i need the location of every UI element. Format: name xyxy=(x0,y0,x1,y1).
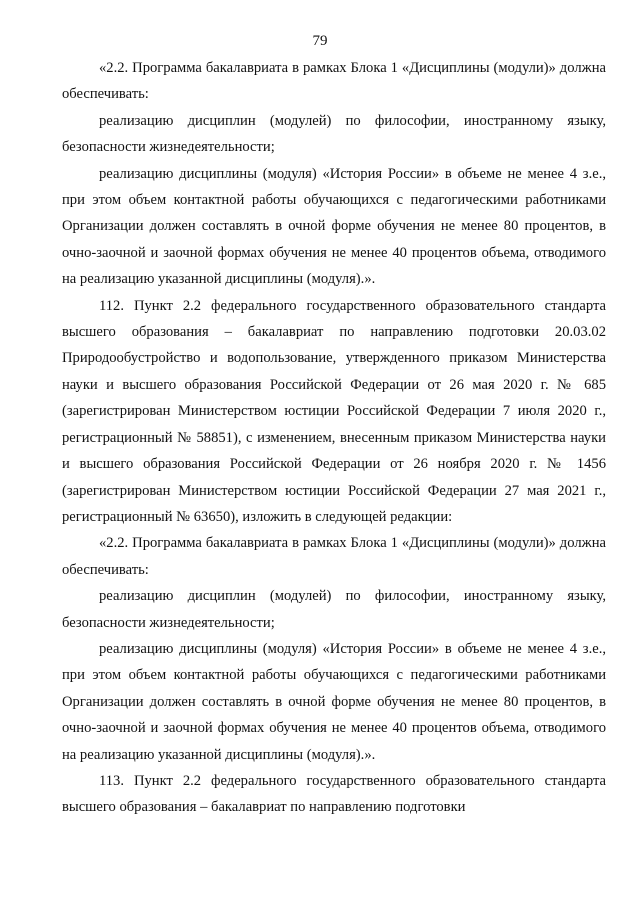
paragraph-block1-philosophy: реализацию дисциплин (модулей) по философии, иностранному языку, безопасности жизнедеятельности; xyxy=(62,588,606,631)
paragraph-block1-philosophy: реализацию дисциплин (модулей) по философии, иностранному языку, безопасности жизнедеятельности; xyxy=(62,112,606,156)
document-body xyxy=(62,55,606,821)
paragraph-item-113: 113. Пункт 2.2 федерального государственного образовательного стандарта высшего образования – бакалавриат по направлению подготовки xyxy=(62,772,606,816)
paragraph-block1-history: реализацию дисциплины (модуля) «История России» в объеме не менее 4 з.е., при этом объем контактной работы обучающихся с педагогическими работниками Организации должен составлять в очной форме обучения не менее 80 процентов, в очно-заочной и заочной формах обучения не менее 40 процентов объема, отводимого на реализацию указанной дисциплины (модуля).». xyxy=(62,165,606,288)
paragraph-item-112: 112. Пункт 2.2 федерального государственного образовательного стандарта высшего образования – бакалавриат по направлению подготовки 20.03.02 Природообустройство и водопользование, утвержденного приказом Министерства науки и высшего образования Российской Федерации от 26 мая 2020 г. № 685 (зарегистрирован Министерством юстиции Российской Федерации 7 июля 2020 г., регистрационный № 58851), с изменением, внесенным приказом Министерства науки и высшего образования Российской Федерации от 26 ноября 2020 г. № 1456 (зарегистрирован Министерством юстиции Российской Федерации 27 мая 2021 г., регистрационный № 63650), изложить в следующей редакции: xyxy=(62,297,606,525)
paragraph-block1-intro: «2.2. Программа бакалавриата в рамках Блока 1 «Дисциплины (модули)» должна обеспечивать: xyxy=(62,535,606,578)
page-number: 79 xyxy=(312,33,328,49)
paragraph-block1-history: реализацию дисциплины (модуля) «История России» в объеме не менее 4 з.е., при этом объем контактной работы обучающихся с педагогическими работниками Организации должен составлять в очной форме обучения не менее 80 процентов, в очно-заочной и заочной формах обучения не менее 40 процентов объема, отводимого на реализацию указанной дисциплины (модуля).». xyxy=(62,640,606,763)
paragraph-block1-intro: «2.2. Программа бакалавриата в рамках Блока 1 «Дисциплины (модули)» должна обеспечивать: xyxy=(62,60,606,103)
